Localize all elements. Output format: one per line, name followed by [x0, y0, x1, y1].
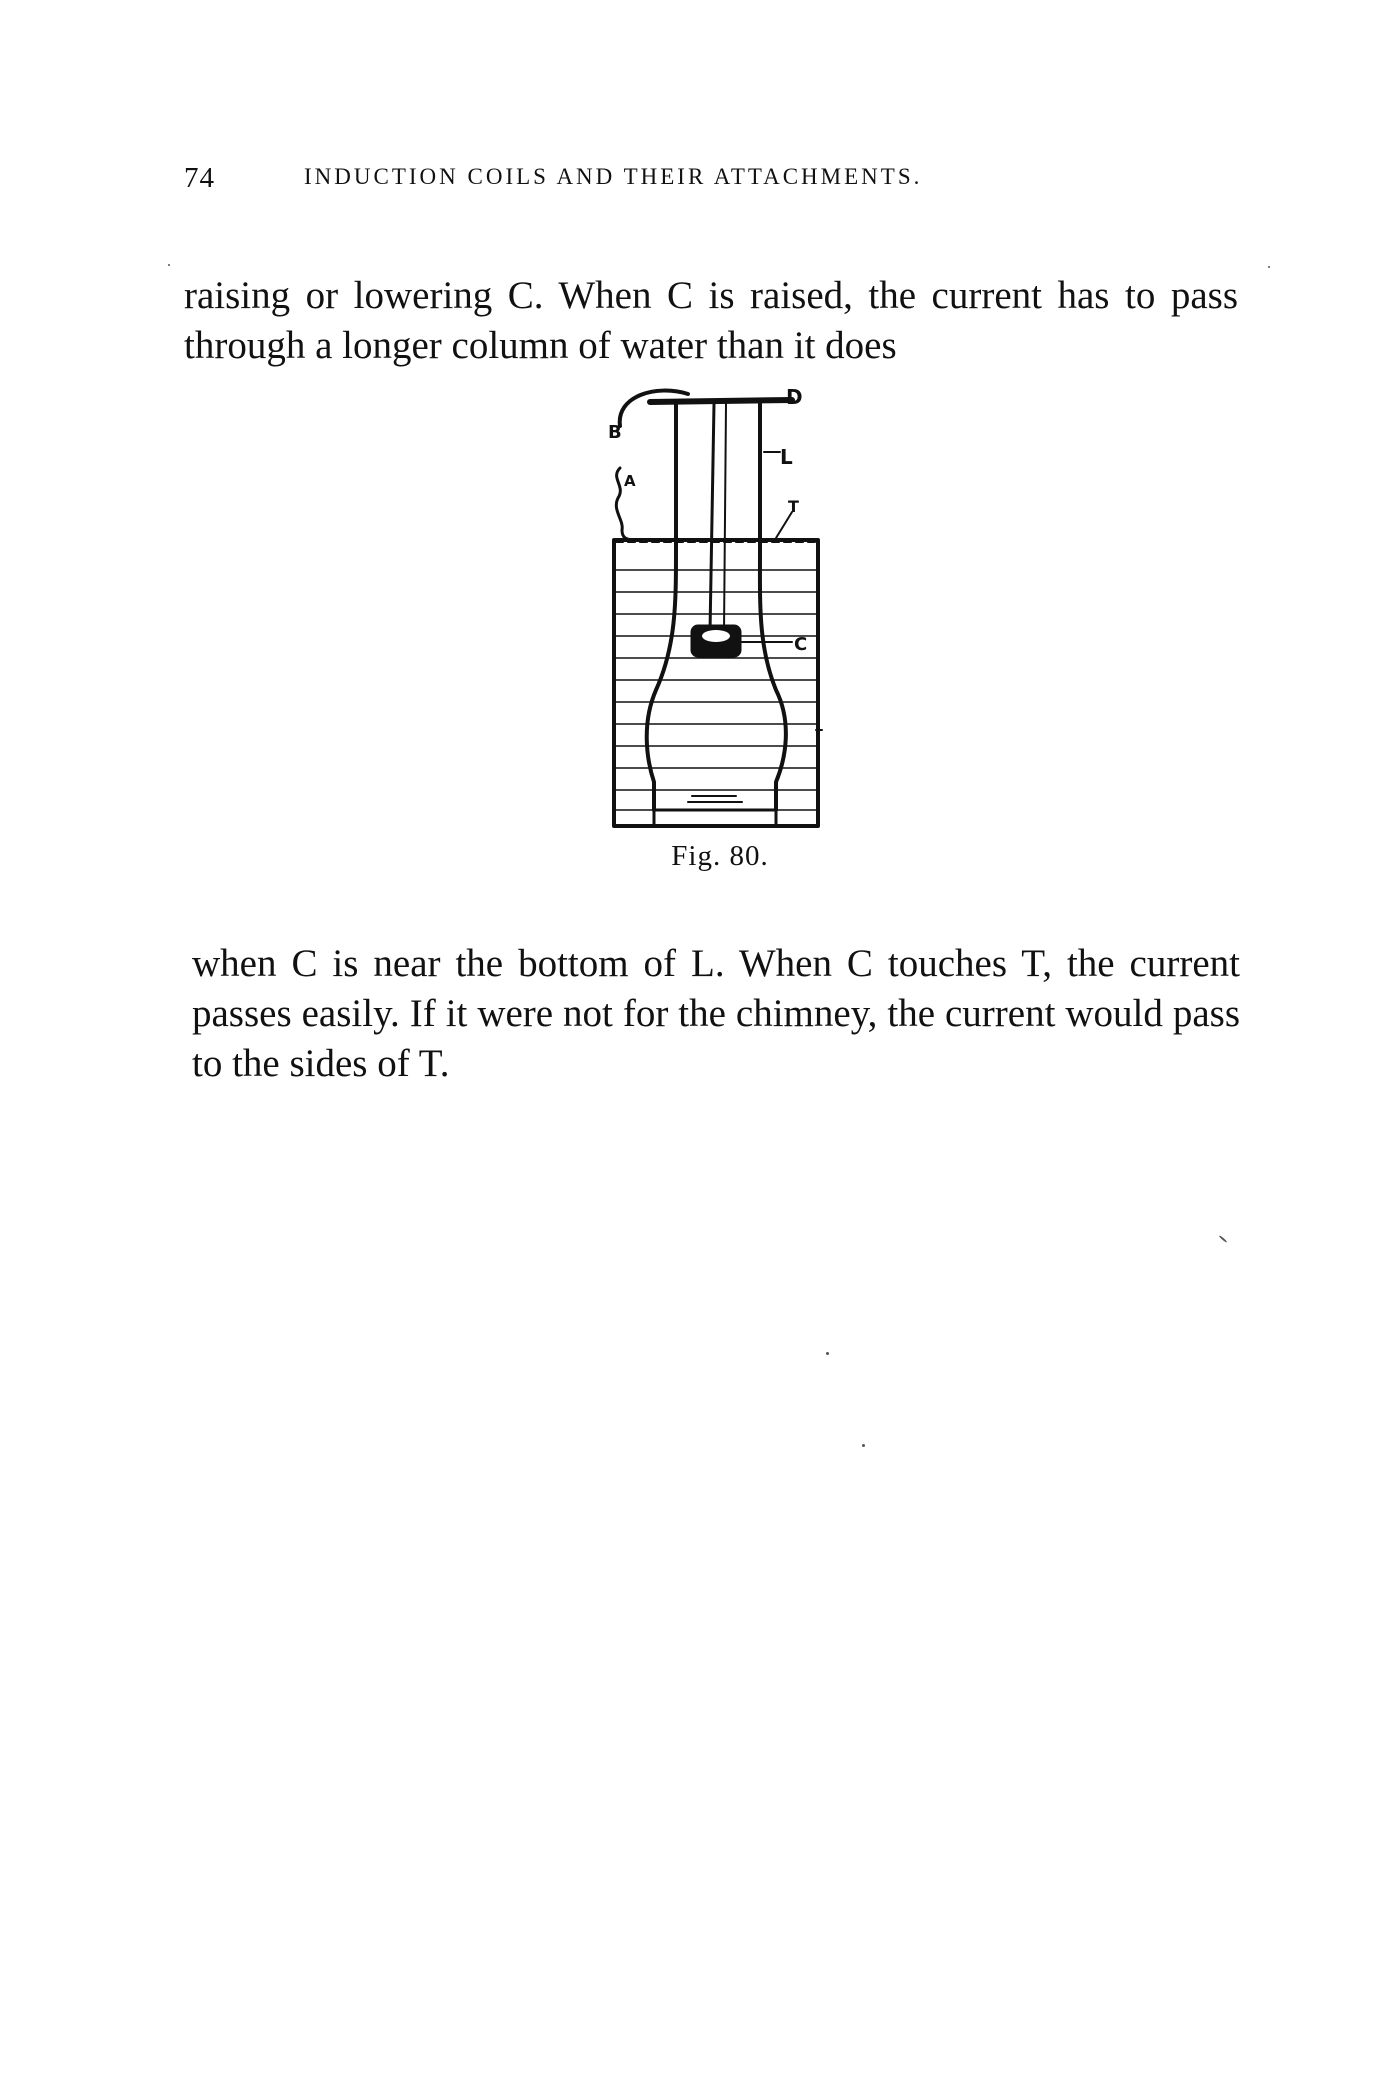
paragraph-2: when C is near the bottom of L. When C touches T, the current passes easily. If it were not for the chimney, the current would pass to the sides of T. — [192, 942, 1240, 1085]
paper-speck — [1219, 1235, 1228, 1243]
label-a: A — [624, 472, 636, 490]
running-title: INDUCTION COILS AND THEIR ATTACHMENTS. — [304, 164, 923, 189]
label-l: L — [780, 445, 793, 469]
paper-speck — [826, 1352, 829, 1355]
running-head — [184, 160, 1244, 200]
water-rheostat-illustration — [596, 370, 840, 832]
figure-caption: Fig. 80. — [671, 840, 769, 872]
page-number: 74 — [184, 162, 215, 194]
label-c: C — [794, 634, 808, 655]
paper-speck — [862, 1444, 865, 1447]
label-d: D — [786, 385, 803, 409]
figure-80 — [596, 370, 840, 832]
label-b: B — [608, 422, 622, 443]
paper-speck — [1268, 266, 1270, 268]
paper-speck — [168, 264, 170, 266]
label-t: T — [788, 497, 799, 516]
paragraph-1: raising or lowering C. When C is raised, the current has to pass through a longer column of water than it does — [184, 274, 1238, 367]
